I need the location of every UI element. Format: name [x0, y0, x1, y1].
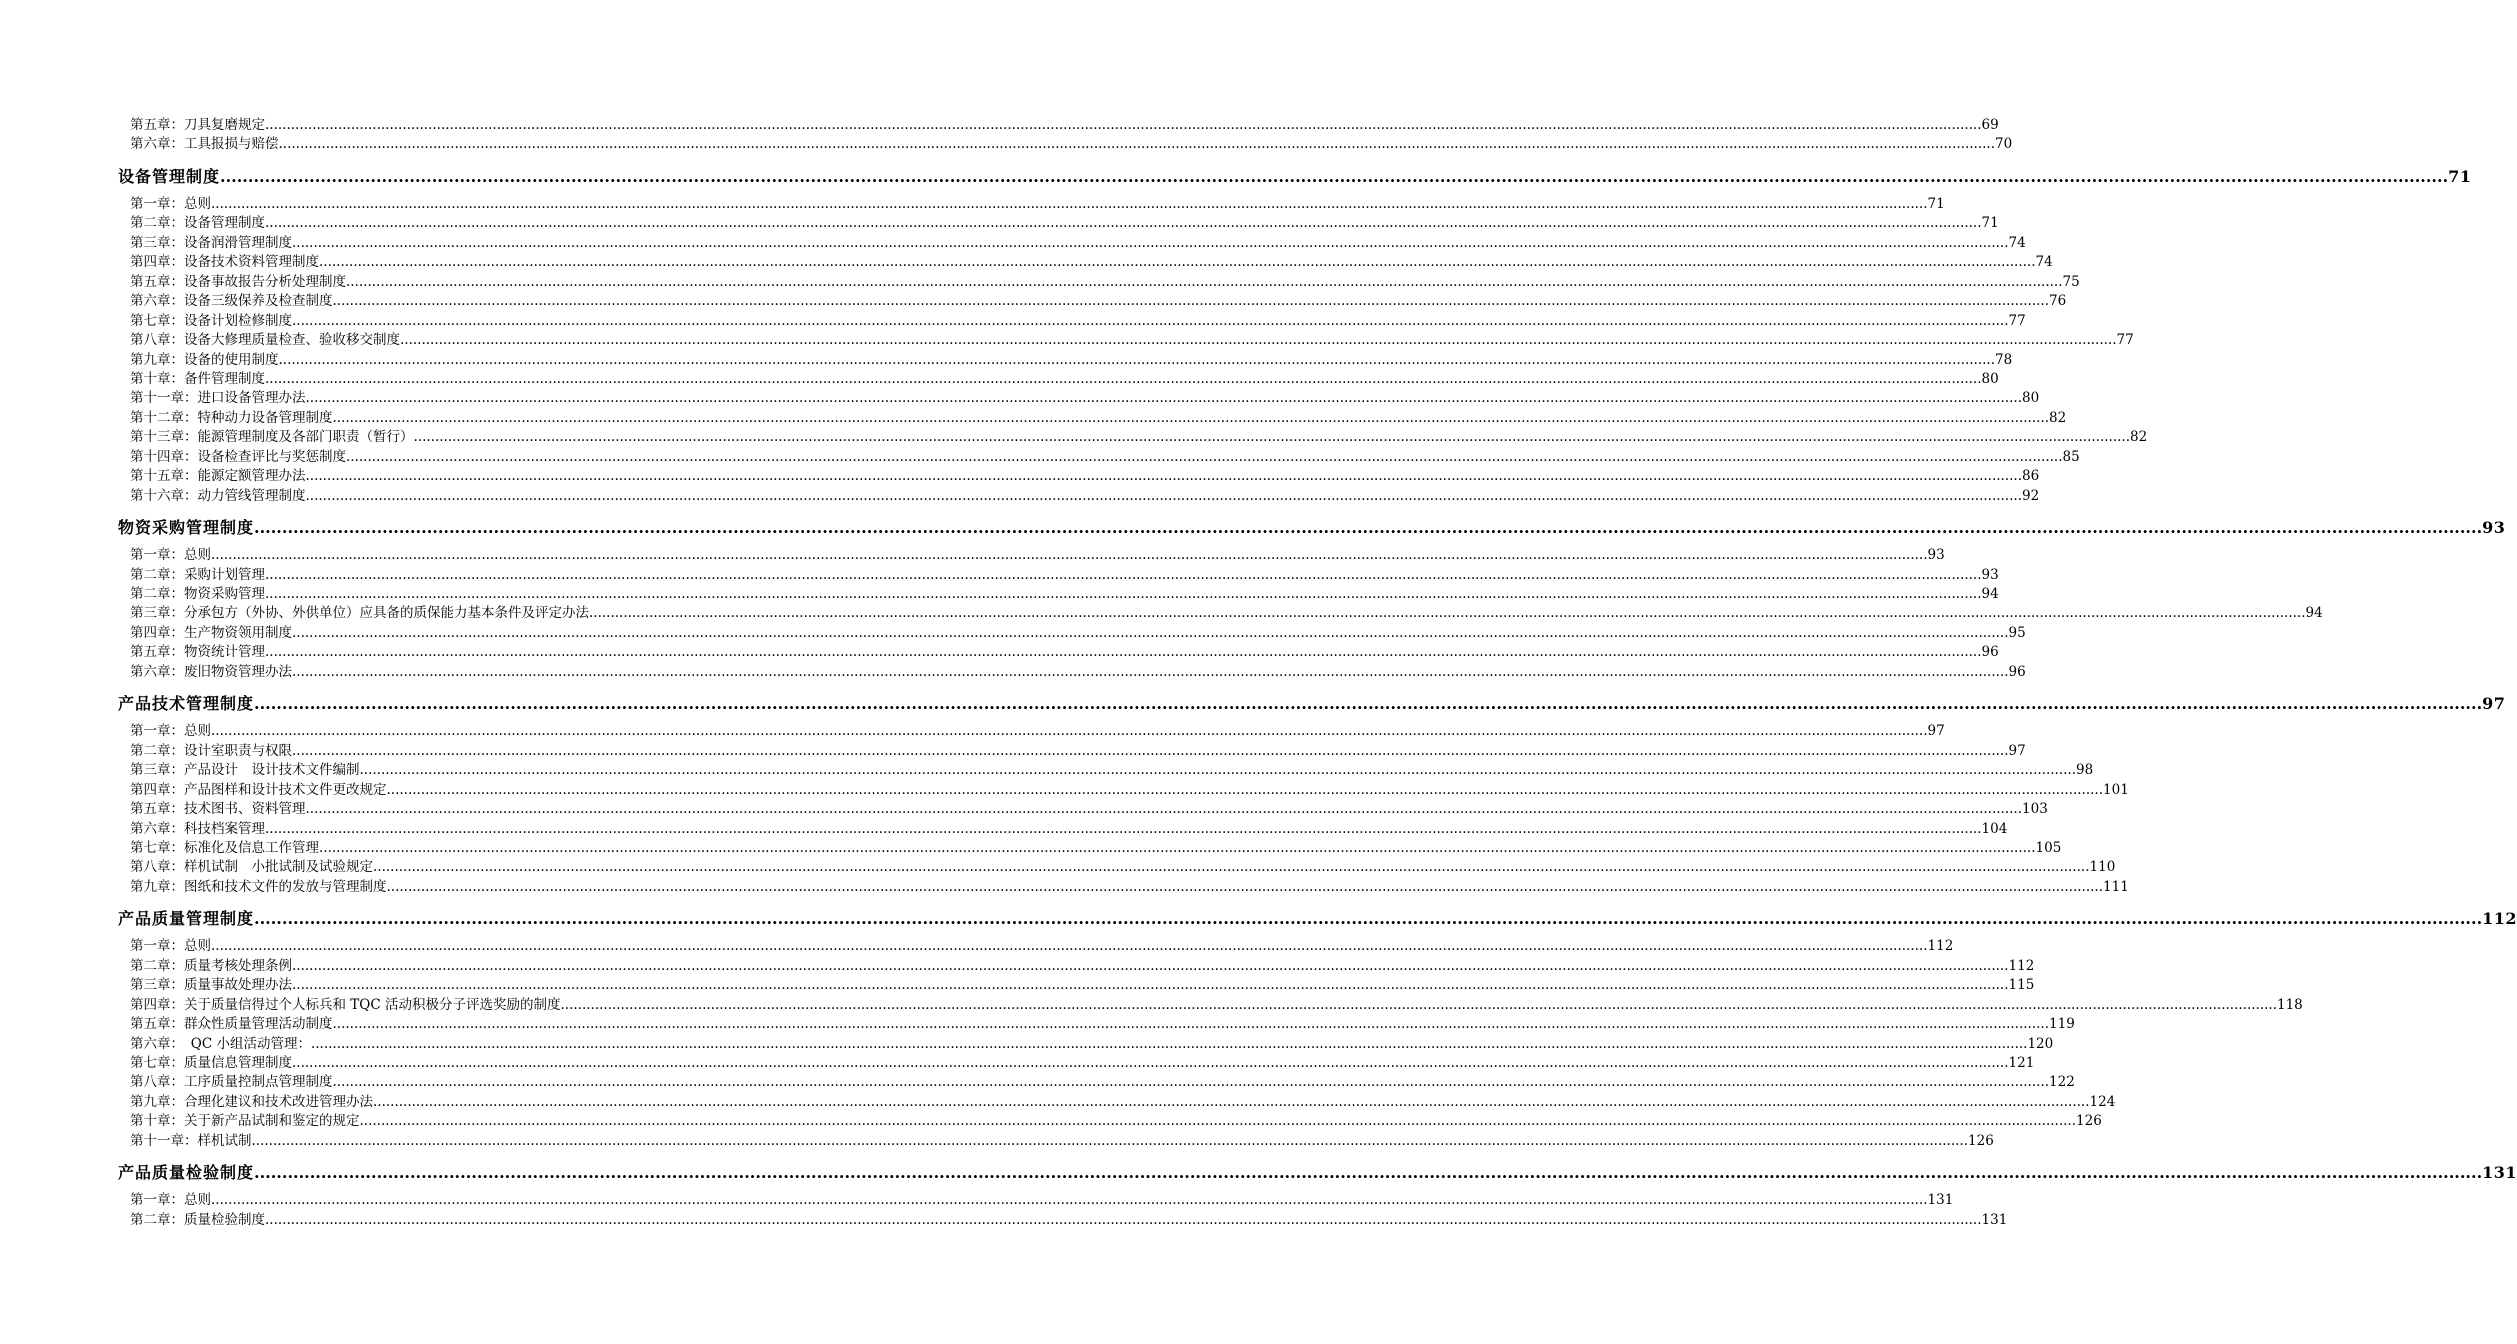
toc-entry[interactable]: [130, 331, 2134, 350]
entry-title: 第一章：总则: [130, 938, 211, 955]
toc-entry[interactable]: [130, 1015, 2075, 1034]
page-number: 77: [2116, 332, 2134, 349]
dot-leader: ................................................................................................................................................................................................................................................................................................................................................................................................................: [305, 468, 2023, 485]
toc-entry[interactable]: [130, 135, 2013, 154]
toc-entry[interactable]: [130, 1132, 1994, 1151]
toc-entry[interactable]: [130, 976, 2035, 995]
dot-leader: ................................................................................................................................................................................................................................................................................................................................................................................................................: [400, 332, 2117, 349]
dot-leader: ................................................................................................................................................................................................................................................................................................................................................................................................................: [265, 117, 1982, 133]
page-number: 76: [2049, 293, 2067, 310]
entry-title: 第十章：关于新产品试制和鉴定的规定: [130, 1113, 360, 1130]
dot-leader: ................................................................................................................................................................................................................................................................................................................................................................................................................: [373, 859, 2090, 876]
toc-entry[interactable]: [130, 996, 2303, 1015]
page-number: 97: [1927, 723, 1945, 740]
dot-leader: ................................................................................................................................................................................................................................................................................................................................................................................................................: [560, 996, 2277, 1013]
toc-entry[interactable]: [130, 624, 2026, 643]
toc-entry[interactable]: [130, 195, 1945, 214]
dot-leader: ................................................................................................................................................................................................................................................................................................................................................................................................................: [305, 390, 2023, 407]
toc-section-heading[interactable]: [118, 165, 2472, 189]
toc-entry[interactable]: [130, 761, 2094, 780]
entry-title: 第九章：合理化建议和技术改进管理办法: [130, 1093, 373, 1110]
dot-leader: ................................................................................................................................................................................................................................................................................................................................................................................................................: [265, 566, 1982, 583]
entry-title: 第六章：废旧物资管理办法: [130, 663, 292, 680]
entry-title: 第六章：工具报损与赔偿: [130, 136, 279, 153]
dot-leader: ................................................................................................................................................................................................................................................................................................................................................................................................................: [211, 195, 1928, 212]
entry-title: 第四章：生产物资领用制度: [130, 624, 292, 641]
dot-leader: ................................................................................................................................................................................................................................................................................................................................................................................................................: [265, 1211, 1982, 1228]
dot-leader: ................................................................................................................................................................................................................................................................................................................................................................................................................: [332, 293, 2050, 310]
dot-leader: ................................................................................................................................................................................................................................................................................................................................................................................................................: [211, 938, 1928, 955]
toc-entry[interactable]: [130, 858, 2116, 877]
toc-entry[interactable]: [130, 957, 2035, 976]
toc-entry[interactable]: [130, 312, 2026, 331]
entry-title: 第三章：质量事故处理办法: [130, 977, 292, 994]
toc-entry[interactable]: [130, 604, 2323, 623]
entry-title: 第二章：质量考核处理条例: [130, 957, 292, 974]
dot-leader: ................................................................................................................................................................................................................................................................................................................................................................................................................: [589, 605, 2306, 622]
page-number: 126: [2076, 1113, 2102, 1130]
toc-entry[interactable]: [130, 1093, 2116, 1112]
page-number: 71: [1981, 215, 1999, 232]
dot-leader: ................................................................................................................................................................................................................................................................................................................................................................................................................: [332, 1074, 2050, 1091]
page-number: 112: [2482, 909, 2517, 929]
entry-title: 第九章：图纸和技术文件的发放与管理制度: [130, 878, 387, 895]
page-number: 104: [1981, 820, 2008, 837]
entry-title: 第一章：总则: [130, 195, 211, 212]
entry-title: 第九章：设备的使用制度: [130, 351, 279, 368]
dot-leader: ................................................................................................................................................................................................................................................................................................................................................................................................................: [278, 351, 1996, 368]
dot-leader: ................................................................................................................................................................................................................................................................................................................................................................................................................: [254, 694, 2483, 714]
entry-title: 第十五章：能源定额管理办法: [130, 468, 306, 485]
page-number: 80: [1981, 370, 1999, 387]
dot-leader: ................................................................................................................................................................................................................................................................................................................................................................................................................: [332, 1016, 2050, 1033]
dot-leader: ................................................................................................................................................................................................................................................................................................................................................................................................................: [319, 254, 2036, 271]
section-title: 产品质量检验制度: [118, 1163, 255, 1183]
section-title: 物资采购管理制度: [118, 518, 255, 538]
entry-title: 第二章：物资采购管理: [130, 586, 265, 602]
dot-leader: ................................................................................................................................................................................................................................................................................................................................................................................................................: [211, 723, 1928, 740]
toc-entry[interactable]: [130, 253, 2053, 272]
page-number: 85: [2062, 448, 2080, 465]
dot-leader: ................................................................................................................................................................................................................................................................................................................................................................................................................: [292, 624, 2009, 641]
dot-leader: ................................................................................................................................................................................................................................................................................................................................................................................................................: [254, 909, 2483, 929]
toc-entry[interactable]: [130, 663, 2026, 682]
page-number: 95: [2008, 624, 2026, 641]
entry-title: 第五章：物资统计管理: [130, 644, 265, 661]
toc-entry[interactable]: [130, 566, 1999, 585]
dot-leader: ................................................................................................................................................................................................................................................................................................................................................................................................................: [254, 518, 2483, 538]
toc-entry[interactable]: [130, 585, 1999, 604]
entry-title: 第二章：采购计划管理: [130, 566, 265, 583]
dot-leader: ................................................................................................................................................................................................................................................................................................................................................................................................................: [386, 878, 2104, 895]
page-number: 131: [1927, 1192, 1954, 1209]
section-title: 产品技术管理制度: [118, 694, 255, 714]
dot-leader: ................................................................................................................................................................................................................................................................................................................................................................................................................: [292, 977, 2009, 994]
entry-title: 第一章：总则: [130, 547, 211, 564]
dot-leader: ................................................................................................................................................................................................................................................................................................................................................................................................................: [373, 1093, 2090, 1110]
page-number: 70: [1995, 136, 2013, 153]
page-number: 120: [2027, 1035, 2054, 1052]
toc-entry[interactable]: [130, 273, 2080, 292]
toc-section-heading[interactable]: [118, 907, 2517, 931]
page-number: 131: [2482, 1163, 2517, 1183]
dot-leader: ................................................................................................................................................................................................................................................................................................................................................................................................................: [292, 957, 2009, 974]
toc-section-heading[interactable]: [118, 1161, 2517, 1185]
toc-entry[interactable]: [130, 351, 2013, 370]
page-number: 74: [2008, 234, 2026, 251]
dot-leader: ................................................................................................................................................................................................................................................................................................................................................................................................................: [292, 312, 2009, 329]
page-number: 71: [1927, 195, 1945, 212]
page-number: 118: [2277, 996, 2303, 1013]
dot-leader: ................................................................................................................................................................................................................................................................................................................................................................................................................: [265, 644, 1982, 661]
page-number: 96: [1981, 644, 1999, 661]
toc-entry[interactable]: [130, 370, 1999, 389]
dot-leader: ................................................................................................................................................................................................................................................................................................................................................................................................................: [346, 448, 2063, 465]
toc-entry[interactable]: [130, 1211, 2008, 1230]
page-number: 110: [2089, 859, 2116, 876]
page-number: 69: [1981, 117, 1999, 133]
dot-leader: ................................................................................................................................................................................................................................................................................................................................................................................................................: [292, 742, 2009, 759]
dot-leader: ................................................................................................................................................................................................................................................................................................................................................................................................................: [265, 215, 1982, 232]
entry-title: 第六章：科技档案管理: [130, 820, 265, 837]
dot-leader: ................................................................................................................................................................................................................................................................................................................................................................................................................: [386, 781, 2104, 798]
entry-title: 第七章：标准化及信息工作管理: [130, 839, 319, 856]
page-number: 82: [2130, 429, 2148, 446]
page-number: 77: [2008, 312, 2026, 329]
toc-entry[interactable]: [130, 487, 2040, 506]
toc-entry[interactable]: [130, 448, 2080, 467]
page-number: 86: [2022, 468, 2040, 485]
dot-leader: ................................................................................................................................................................................................................................................................................................................................................................................................................: [310, 1035, 2028, 1052]
entry-title: 第八章：工序质量控制点管理制度: [130, 1074, 333, 1091]
entry-title: 第三章：设备润滑管理制度: [130, 234, 292, 251]
page-number: 97: [2482, 694, 2506, 714]
dot-leader: ................................................................................................................................................................................................................................................................................................................................................................................................................: [346, 273, 2063, 290]
dot-leader: ................................................................................................................................................................................................................................................................................................................................................................................................................: [220, 166, 2449, 186]
entry-title: 第四章：关于质量信得过个人标兵和 TQC 活动积极分子评选奖励的制度: [130, 996, 561, 1013]
page-number: 98: [2076, 762, 2094, 779]
page-number: 97: [2008, 742, 2026, 759]
entry-title: 第六章： QC 小组活动管理：: [130, 1035, 311, 1052]
toc-entry[interactable]: [130, 820, 2008, 839]
entry-title: 第十一章：进口设备管理办法: [130, 390, 306, 407]
page-number: 74: [2035, 254, 2053, 271]
page-number: 105: [2035, 839, 2062, 856]
entry-title: 第二章：设备管理制度: [130, 215, 265, 232]
entry-title: 第十一章：样机试制: [130, 1132, 252, 1149]
dot-leader: ................................................................................................................................................................................................................................................................................................................................................................................................................: [292, 1055, 2009, 1071]
dot-leader: ................................................................................................................................................................................................................................................................................................................................................................................................................: [265, 820, 1982, 837]
toc-entry[interactable]: [130, 409, 2067, 428]
entry-title: 第十三章：能源管理制度及各部门职责（暂行）: [130, 429, 414, 446]
page-number: 71: [2448, 166, 2472, 186]
entry-title: 第五章：设备事故报告分析处理制度: [130, 273, 346, 290]
page-number: 121: [2008, 1055, 2035, 1071]
toc-entry[interactable]: [130, 878, 2129, 897]
page-number: 111: [2103, 878, 2129, 895]
page-number: 119: [2049, 1016, 2075, 1033]
dot-leader: ................................................................................................................................................................................................................................................................................................................................................................................................................: [292, 234, 2009, 251]
entry-title: 第一章：总则: [130, 723, 211, 740]
toc-entry[interactable]: [130, 1035, 2054, 1054]
dot-leader: ................................................................................................................................................................................................................................................................................................................................................................................................................: [251, 1132, 1969, 1149]
entry-title: 第一章：总则: [130, 1192, 211, 1209]
entry-title: 第八章：样机试制 小批试制及试验规定: [130, 859, 373, 876]
page-number: 92: [2022, 487, 2040, 504]
toc-entry[interactable]: [130, 1073, 2075, 1092]
page-number: 131: [1981, 1211, 2008, 1228]
page-number: 94: [2305, 605, 2323, 622]
entry-title: 第二章：设计室职责与权限: [130, 742, 292, 759]
page-number: 112: [1927, 938, 1954, 955]
toc-entry[interactable]: [130, 800, 2048, 819]
entry-title: 第十章：备件管理制度: [130, 370, 265, 387]
dot-leader: ................................................................................................................................................................................................................................................................................................................................................................................................................: [254, 1163, 2483, 1183]
toc-entry[interactable]: [130, 1191, 1954, 1210]
entry-title: 第八章：设备大修理质量检查、验收移交制度: [130, 332, 400, 349]
dot-leader: ................................................................................................................................................................................................................................................................................................................................................................................................................: [332, 409, 2050, 426]
dot-leader: ................................................................................................................................................................................................................................................................................................................................................................................................................: [413, 429, 2131, 446]
page-number: 126: [1968, 1132, 1994, 1149]
page-number: 115: [2008, 977, 2035, 994]
page-number: 78: [1995, 351, 2013, 368]
toc-entry[interactable]: [130, 292, 2067, 311]
entry-title: 第三章：产品设计 设计技术文件编制: [130, 762, 360, 779]
toc-entry[interactable]: [130, 546, 1945, 565]
dot-leader: ................................................................................................................................................................................................................................................................................................................................................................................................................: [359, 762, 2077, 779]
toc-entry[interactable]: [130, 467, 2040, 486]
toc-entry[interactable]: [130, 742, 2026, 761]
toc-section-heading[interactable]: [118, 692, 2506, 716]
page-number: 96: [2008, 663, 2026, 680]
page-number: 124: [2089, 1093, 2116, 1110]
entry-title: 第十六章：动力管线管理制度: [130, 487, 306, 504]
entry-title: 第三章：分承包方（外协、外供单位）应具备的质保能力基本条件及评定办法: [130, 605, 589, 622]
entry-title: 第七章：质量信息管理制度: [130, 1055, 292, 1071]
dot-leader: ................................................................................................................................................................................................................................................................................................................................................................................................................: [211, 1192, 1928, 1209]
section-title: 产品质量管理制度: [118, 909, 255, 929]
page-number: 103: [2022, 801, 2048, 818]
entry-title: 第五章：刀具复磨规定: [130, 117, 265, 133]
page-number: 82: [2049, 409, 2067, 426]
entry-title: 第二章：质量检验制度: [130, 1211, 265, 1228]
toc-entry[interactable]: [130, 781, 2129, 800]
toc-entry[interactable]: [130, 1112, 2102, 1131]
page-number: 101: [2103, 781, 2129, 798]
dot-leader: ................................................................................................................................................................................................................................................................................................................................................................................................................: [359, 1113, 2077, 1130]
page-number: 94: [1981, 586, 1999, 602]
dot-leader: ................................................................................................................................................................................................................................................................................................................................................................................................................: [211, 547, 1928, 564]
page-number: 93: [1927, 547, 1945, 564]
entry-title: 第十四章：设备检查评比与奖惩制度: [130, 448, 346, 465]
dot-leader: ................................................................................................................................................................................................................................................................................................................................................................................................................: [305, 487, 2023, 504]
entry-title: 第十二章：特种动力设备管理制度: [130, 409, 333, 426]
toc-entry[interactable]: [130, 839, 2062, 858]
toc-entry[interactable]: [130, 1054, 2035, 1073]
entry-title: 第七章：设备计划检修制度: [130, 312, 292, 329]
entry-title: 第六章：设备三级保养及检查制度: [130, 293, 333, 310]
toc-entry[interactable]: [130, 116, 1999, 135]
dot-leader: ................................................................................................................................................................................................................................................................................................................................................................................................................: [278, 136, 1996, 153]
page-number: 93: [1981, 566, 1999, 583]
entry-title: 第五章：技术图书、资料管理: [130, 801, 306, 818]
section-title: 设备管理制度: [118, 166, 221, 186]
dot-leader: ................................................................................................................................................................................................................................................................................................................................................................................................................: [292, 663, 2009, 680]
toc-entry[interactable]: [130, 389, 2040, 408]
page-number: 93: [2482, 518, 2506, 538]
toc-entry[interactable]: [130, 428, 2148, 447]
page-number: 122: [2049, 1074, 2075, 1091]
toc-entry[interactable]: [130, 722, 1945, 741]
toc-entry[interactable]: [130, 937, 1954, 956]
page-number: 112: [2008, 957, 2035, 974]
toc-entry[interactable]: [130, 234, 2026, 253]
entry-title: 第四章：设备技术资料管理制度: [130, 254, 319, 271]
toc-entry[interactable]: [130, 643, 1999, 662]
page-number: 80: [2022, 390, 2040, 407]
dot-leader: ................................................................................................................................................................................................................................................................................................................................................................................................................: [319, 839, 2036, 856]
dot-leader: ................................................................................................................................................................................................................................................................................................................................................................................................................: [265, 586, 1982, 602]
toc-entry[interactable]: [130, 214, 1999, 233]
page-number: 75: [2062, 273, 2080, 290]
dot-leader: ................................................................................................................................................................................................................................................................................................................................................................................................................: [305, 801, 2023, 818]
dot-leader: ................................................................................................................................................................................................................................................................................................................................................................................................................: [265, 370, 1982, 387]
toc-section-heading[interactable]: [118, 516, 2506, 540]
entry-title: 第四章：产品图样和设计技术文件更改规定: [130, 781, 387, 798]
entry-title: 第五章：群众性质量管理活动制度: [130, 1016, 333, 1033]
